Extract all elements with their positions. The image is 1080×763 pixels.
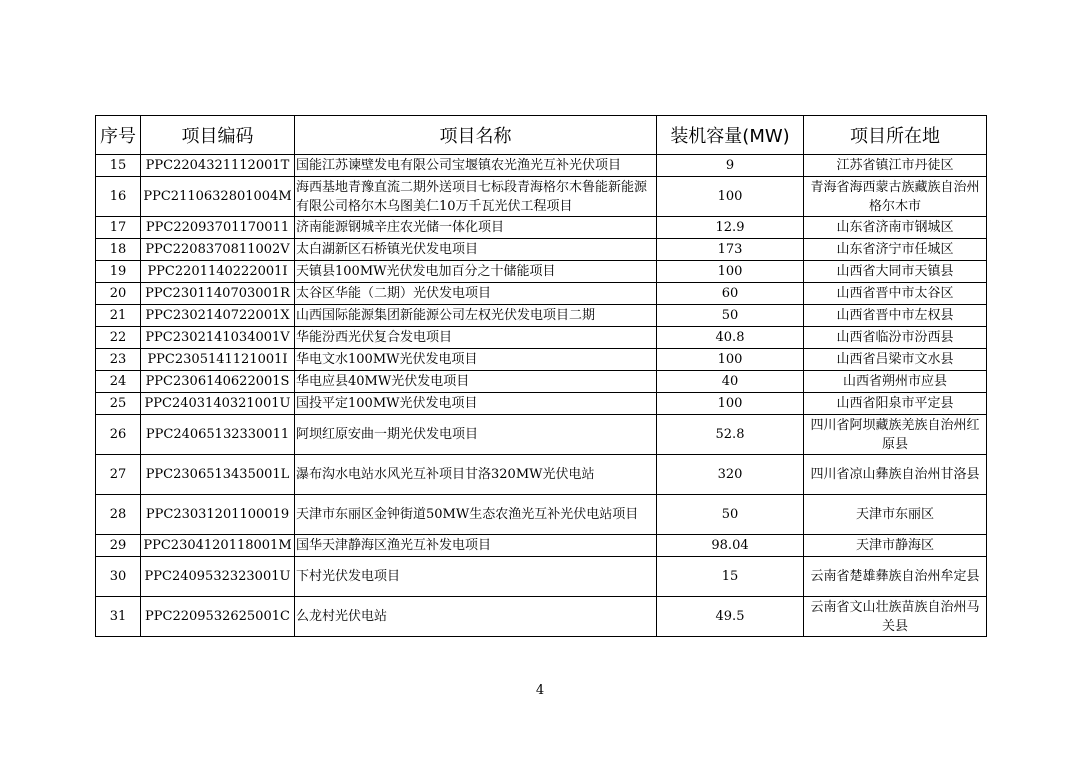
cell-location: 青海省海西蒙古族藏族自治州格尔木市 xyxy=(804,177,987,217)
cell-no: 19 xyxy=(96,261,141,283)
cell-location: 山东省济南市钢城区 xyxy=(804,217,987,239)
header-location: 项目所在地 xyxy=(804,116,987,155)
table-row xyxy=(96,597,987,637)
cell-location: 云南省楚雄彝族自治州牟定县 xyxy=(804,557,987,597)
cell-location: 天津市东丽区 xyxy=(804,495,987,535)
cell-capacity: 12.9 xyxy=(657,217,804,239)
cell-no: 24 xyxy=(96,371,141,393)
cell-capacity: 9 xyxy=(657,155,804,177)
table-row xyxy=(96,217,987,239)
cell-location: 天津市静海区 xyxy=(804,535,987,557)
table-row xyxy=(96,557,987,597)
table-row xyxy=(96,495,987,535)
cell-capacity: 100 xyxy=(657,393,804,415)
cell-capacity: 320 xyxy=(657,455,804,495)
cell-name: 济南能源钢城辛庄农光储一体化项目 xyxy=(295,217,657,239)
cell-capacity: 52.8 xyxy=(657,415,804,455)
cell-name: 国投平定100MW光伏发电项目 xyxy=(295,393,657,415)
cell-no: 16 xyxy=(96,177,141,217)
cell-code: PPC2306140622001S xyxy=(141,371,295,393)
cell-location: 山西省大同市天镇县 xyxy=(804,261,987,283)
cell-capacity: 40 xyxy=(657,371,804,393)
cell-capacity: 50 xyxy=(657,495,804,535)
cell-location: 山西省晋中市左权县 xyxy=(804,305,987,327)
cell-name: 太白湖新区石桥镇光伏发电项目 xyxy=(295,239,657,261)
table-row xyxy=(96,305,987,327)
cell-code: PPC2306513435001L xyxy=(141,455,295,495)
cell-capacity: 40.8 xyxy=(657,327,804,349)
table-row xyxy=(96,177,987,217)
cell-code: PPC2301140703001R xyxy=(141,283,295,305)
cell-name: 山西国际能源集团新能源公司左权光伏发电项目二期 xyxy=(295,305,657,327)
table-row xyxy=(96,455,987,495)
cell-code: PPC2302141034001V xyxy=(141,327,295,349)
cell-name: 太谷区华能（二期）光伏发电项目 xyxy=(295,283,657,305)
cell-name: 瀑布沟水电站水风光互补项目甘洛320MW光伏电站 xyxy=(295,455,657,495)
cell-code: PPC2305141121001I xyxy=(141,349,295,371)
table-row xyxy=(96,349,987,371)
cell-name: 国能江苏谏壁发电有限公司宝堰镇农光渔光互补光伏项目 xyxy=(295,155,657,177)
table-header-row xyxy=(96,116,987,155)
cell-code: PPC2208370811002V xyxy=(141,239,295,261)
table-row xyxy=(96,155,987,177)
cell-location: 四川省凉山彝族自治州甘洛县 xyxy=(804,455,987,495)
cell-code: PPC24065132330011 xyxy=(141,415,295,455)
cell-name: 华能汾西光伏复合发电项目 xyxy=(295,327,657,349)
cell-name: 天津市东丽区金钟街道50MW生态农渔光互补光伏电站项目 xyxy=(295,495,657,535)
page-number: 4 xyxy=(535,683,545,698)
header-no: 序号 xyxy=(96,116,141,155)
cell-capacity: 173 xyxy=(657,239,804,261)
cell-location: 山西省朔州市应县 xyxy=(804,371,987,393)
cell-code: PPC2209532625001C xyxy=(141,597,295,637)
cell-no: 28 xyxy=(96,495,141,535)
cell-no: 22 xyxy=(96,327,141,349)
cell-code: PPC2302140722001X xyxy=(141,305,295,327)
cell-location: 江苏省镇江市丹徒区 xyxy=(804,155,987,177)
cell-no: 15 xyxy=(96,155,141,177)
cell-no: 17 xyxy=(96,217,141,239)
project-table xyxy=(95,115,987,637)
cell-no: 31 xyxy=(96,597,141,637)
table-row xyxy=(96,261,987,283)
cell-code: PPC2403140321001U xyxy=(141,393,295,415)
cell-no: 26 xyxy=(96,415,141,455)
cell-code: PPC2204321112001T xyxy=(141,155,295,177)
cell-name: 天镇县100MW光伏发电加百分之十储能项目 xyxy=(295,261,657,283)
cell-capacity: 98.04 xyxy=(657,535,804,557)
table-row xyxy=(96,239,987,261)
header-capacity: 装机容量(MW) xyxy=(657,116,804,155)
cell-location: 山西省晋中市太谷区 xyxy=(804,283,987,305)
cell-no: 20 xyxy=(96,283,141,305)
cell-name: 华电文水100MW光伏发电项目 xyxy=(295,349,657,371)
table-row xyxy=(96,393,987,415)
table-row xyxy=(96,535,987,557)
cell-name: 么龙村光伏电站 xyxy=(295,597,657,637)
cell-code: PPC2201140222001I xyxy=(141,261,295,283)
cell-code: PPC23031201100019 xyxy=(141,495,295,535)
cell-location: 四川省阿坝藏族羌族自治州红原县 xyxy=(804,415,987,455)
table-row xyxy=(96,283,987,305)
cell-capacity: 100 xyxy=(657,261,804,283)
cell-capacity: 100 xyxy=(657,349,804,371)
table-row xyxy=(96,327,987,349)
cell-location: 山西省吕梁市文水县 xyxy=(804,349,987,371)
table-body xyxy=(96,155,987,637)
table-row xyxy=(96,415,987,455)
cell-name: 国华天津静海区渔光互补发电项目 xyxy=(295,535,657,557)
cell-capacity: 100 xyxy=(657,177,804,217)
cell-code: PPC2304120118001M xyxy=(141,535,295,557)
cell-location: 云南省文山壮族苗族自治州马关县 xyxy=(804,597,987,637)
cell-no: 30 xyxy=(96,557,141,597)
cell-code: PPC22093701170011 xyxy=(141,217,295,239)
cell-name: 阿坝红原安曲一期光伏发电项目 xyxy=(295,415,657,455)
cell-location: 山西省阳泉市平定县 xyxy=(804,393,987,415)
cell-capacity: 49.5 xyxy=(657,597,804,637)
cell-name: 下村光伏发电项目 xyxy=(295,557,657,597)
header-name: 项目名称 xyxy=(295,116,657,155)
cell-location: 山东省济宁市任城区 xyxy=(804,239,987,261)
cell-no: 27 xyxy=(96,455,141,495)
cell-name: 海西基地青豫直流二期外送项目七标段青海格尔木鲁能新能源有限公司格尔木乌图美仁10万千瓦光伏工程项目 xyxy=(295,177,657,217)
cell-name: 华电应县40MW光伏发电项目 xyxy=(295,371,657,393)
cell-code: PPC2110632801004M xyxy=(141,177,295,217)
cell-code: PPC2409532323001U xyxy=(141,557,295,597)
cell-capacity: 60 xyxy=(657,283,804,305)
cell-location: 山西省临汾市汾西县 xyxy=(804,327,987,349)
cell-no: 21 xyxy=(96,305,141,327)
cell-no: 29 xyxy=(96,535,141,557)
cell-no: 23 xyxy=(96,349,141,371)
header-code: 项目编码 xyxy=(141,116,295,155)
table-row xyxy=(96,371,987,393)
cell-no: 25 xyxy=(96,393,141,415)
cell-no: 18 xyxy=(96,239,141,261)
cell-capacity: 50 xyxy=(657,305,804,327)
cell-capacity: 15 xyxy=(657,557,804,597)
